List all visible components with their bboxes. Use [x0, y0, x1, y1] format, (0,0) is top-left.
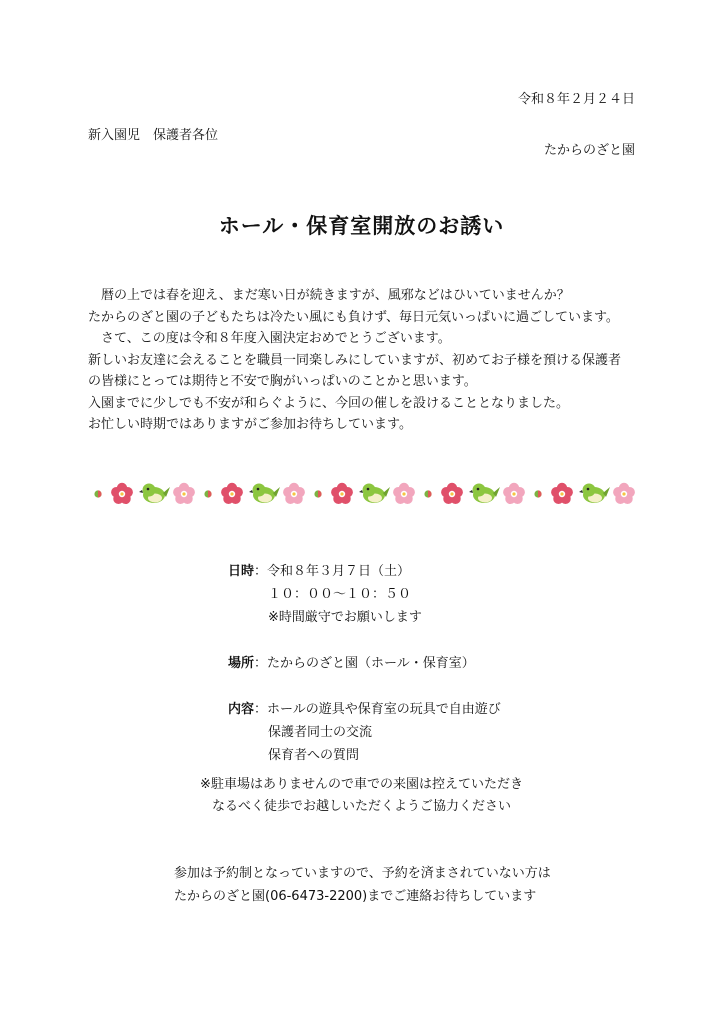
- bird-icon: [469, 484, 500, 504]
- place-value: たからのざと園（ホール・保育室）: [267, 656, 475, 671]
- body-line: 入園までに少しでも不安が和らぐように、今回の催しを設けることとなりました。: [88, 395, 570, 411]
- dot-icon: [534, 490, 541, 497]
- plum-flower-icon: [503, 483, 525, 504]
- page-title: ホール・保育室開放のお誘い: [218, 214, 505, 238]
- datetime-time: １０：００～１０：５０: [268, 587, 412, 602]
- bird-icon: [249, 484, 280, 504]
- datetime-note: ※時間厳守でお願いします: [268, 610, 422, 625]
- datetime-date: 令和８年３月７日（土）: [267, 564, 411, 579]
- sender: たからのざと園: [543, 143, 635, 158]
- parking-note: [0, 774, 723, 818]
- plum-flower-icon: [283, 483, 305, 504]
- place-label: 場所: [228, 656, 255, 671]
- plum-flower-icon: [613, 483, 635, 504]
- datetime-row: [228, 560, 501, 583]
- place-colon: ：: [254, 656, 268, 671]
- datetime-colon: ：: [254, 564, 268, 579]
- dot-icon: [94, 490, 101, 497]
- bird-icon: [139, 484, 170, 504]
- parking-line: なるべく徒歩でお越しいただくようご協力ください: [211, 799, 511, 814]
- bird-icon: [579, 484, 610, 504]
- content-label: 内容: [228, 702, 255, 717]
- body-line: さて、この度は令和８年度入園決定おめでとうございます。: [88, 331, 451, 346]
- bird-icon: [359, 484, 390, 504]
- decorative-divider: [92, 478, 652, 510]
- content-colon: ：: [254, 702, 268, 717]
- parking-line: ※駐車場はありませんので車での来園は控えていただき: [200, 777, 523, 792]
- plum-flower-icon: [331, 483, 353, 504]
- body-text: [88, 285, 621, 436]
- plum-flower-icon: [173, 483, 195, 504]
- plum-flower-icon: [221, 483, 243, 504]
- body-line: 暦の上では春を迎え、まだ寒い日が続きますが、風邪などはひいていませんか？: [88, 288, 570, 303]
- plum-flower-icon: [111, 483, 133, 504]
- dot-icon: [204, 490, 211, 497]
- body-line: お忙しい時期ではありますがご参加お待ちしています。: [88, 417, 412, 432]
- dot-icon: [314, 490, 321, 497]
- content-item: 保育者への質問: [268, 748, 360, 763]
- dot-icon: [424, 490, 431, 497]
- recipient: 新入園児 保護者各位: [88, 128, 219, 143]
- body-line: たからのざと園の子どもたちは冷たい風にも負けず、毎日元気いっぱいに過ごしています。: [88, 309, 619, 325]
- place-row: [228, 652, 501, 675]
- plum-flower-icon: [393, 483, 415, 504]
- reservation-note: [174, 862, 551, 908]
- body-line: の皆様にとっては期待と不安で胸がいっぱいのことかと思います。: [88, 374, 477, 389]
- content-item: 保護者同士の交流: [268, 725, 373, 740]
- event-details: [228, 560, 501, 767]
- plum-flower-icon: [441, 483, 463, 504]
- content-item: ホールの遊具や保育室の玩具で自由遊び: [267, 702, 501, 717]
- datetime-label: 日時: [228, 564, 255, 579]
- body-line: 新しいお友達に会えることを職員一同楽しみにしていますが、初めてお子様を預ける保護者: [88, 352, 622, 368]
- reservation-line: 参加は予約制となっていますので、予約を済まされていない方は: [174, 866, 551, 881]
- reservation-line: たからのざと園(06-6473-2200)までご連絡お待ちしています: [174, 889, 537, 904]
- content-row: [228, 698, 501, 721]
- plum-flower-icon: [551, 483, 573, 504]
- date: 令和８年２月２４日: [517, 92, 635, 107]
